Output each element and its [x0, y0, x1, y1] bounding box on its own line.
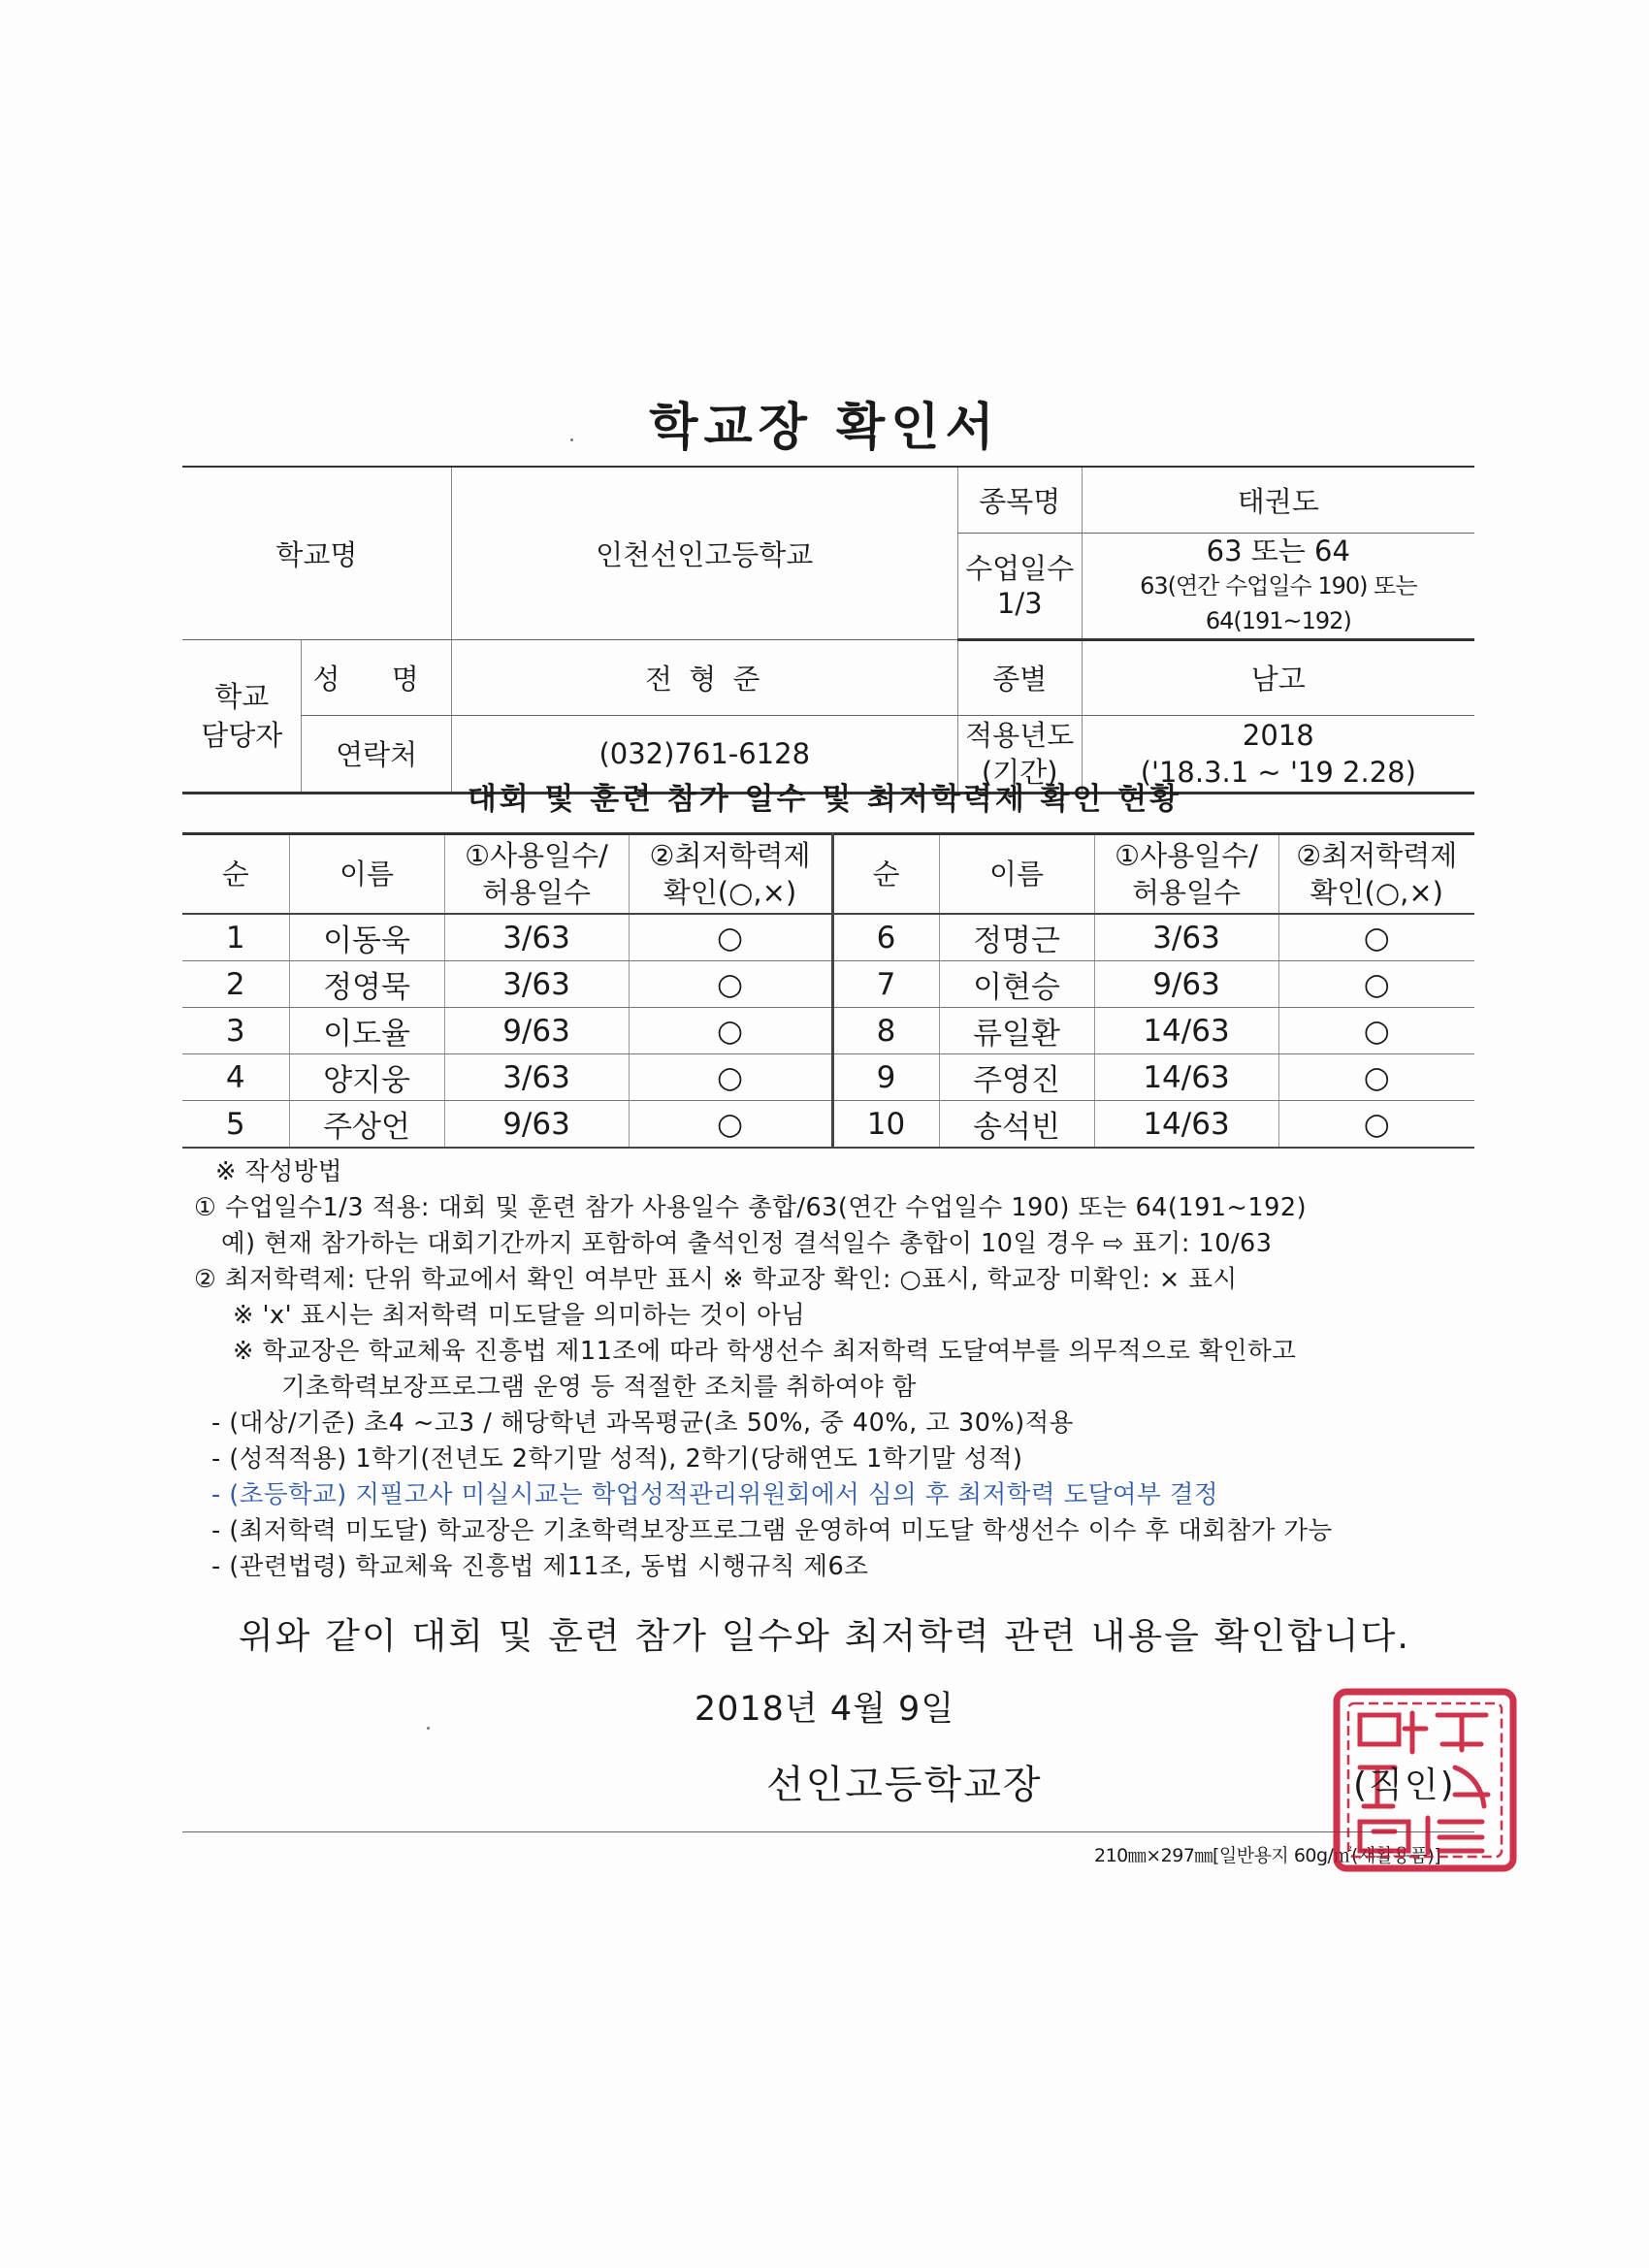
- header-check-right-line1: ②최저학력제: [1296, 839, 1458, 872]
- roster-table: [182, 832, 1474, 1149]
- row-days: 9/63: [444, 1008, 629, 1054]
- table-row: [182, 961, 1474, 1008]
- table-row: [182, 1054, 1474, 1101]
- row-name: 이동욱: [289, 914, 444, 961]
- header-used-right-line2: 허용일수: [1131, 876, 1242, 909]
- contact-label: 연락처: [302, 715, 451, 793]
- header-name-right: 이름: [939, 834, 1094, 915]
- year-label-line2: (기간): [981, 755, 1058, 789]
- note-dash-3: - (초등학교) 지필고사 미실시교는 학업성적관리위원회에서 심의 후 최저학력 도달여부 결정: [211, 1480, 1218, 1509]
- footer-divider: [182, 1831, 1474, 1832]
- row-days: 14/63: [1094, 1101, 1278, 1149]
- row-no: 6: [832, 914, 939, 961]
- row-no: 10: [832, 1101, 939, 1149]
- note-1-example: 예) 현재 참가하는 대회기간까지 포함하여 출석인정 결석일수 총합이 10일 경우 ⇨ 표기: 10/63: [221, 1229, 1273, 1258]
- row-no: 5: [225, 1106, 245, 1142]
- row-check: ○: [1278, 1008, 1474, 1054]
- note-dash-5: - (관련법령) 학교체육 진흥법 제11조, 동법 시행규칙 제6조: [211, 1552, 869, 1581]
- year-label-line1: 적용년도: [965, 718, 1075, 752]
- header-check: [629, 834, 832, 915]
- row-check: ○: [629, 914, 832, 961]
- header-check-line1: ②최저학력제: [649, 839, 811, 872]
- seal-label: (직인): [1353, 1766, 1456, 1805]
- header-used: [444, 834, 629, 915]
- row-no: 8: [832, 1008, 939, 1054]
- row-days: 14/63: [1094, 1008, 1278, 1054]
- row-no: 9: [832, 1054, 939, 1101]
- sport-label: 종목명: [957, 467, 1082, 533]
- row-check: ○: [629, 1101, 832, 1149]
- section-title: 대회 및 훈련 참가 일수 및 최저학력제 확인 현황: [467, 782, 1182, 817]
- roster-header-row: [182, 834, 1474, 915]
- header-used-line1: ①사용일수/: [465, 839, 608, 872]
- scan-speck: [427, 1727, 430, 1730]
- document-title: 학교장 확인서: [649, 399, 1000, 457]
- header-no: 순: [182, 834, 289, 915]
- note-dash-1: - (대상/기준) 초4 ~고3 / 해당학년 과목평균(초 50%, 중 40%, 고 30%)적용: [211, 1409, 1074, 1438]
- row-days: 9/63: [1094, 961, 1278, 1008]
- note-dash-2: - (성적적용) 1학기(전년도 2학기말 성적), 2학기(당해연도 1학기말 성적): [211, 1444, 1023, 1474]
- header-no-right: 순: [832, 834, 939, 915]
- row-check: ○: [629, 961, 832, 1008]
- row-no: 1: [182, 914, 289, 961]
- row-name: 이도율: [289, 1008, 444, 1054]
- row-name: 정영묵: [289, 961, 444, 1008]
- row-check: ○: [1278, 1054, 1474, 1101]
- manager-label-line1: 학교: [214, 679, 270, 713]
- row-check: ○: [1278, 961, 1474, 1008]
- row-name: 양지웅: [289, 1054, 444, 1101]
- note-dash-4: - (최저학력 미도달) 학교장은 기초학력보장프로그램 운영하여 미도달 학생선수 이수 후 대회참가 가능: [211, 1516, 1333, 1545]
- gender-label: 종별: [957, 639, 1082, 715]
- school-label: 학교명: [182, 467, 451, 639]
- header-used-line2: 허용일수: [481, 876, 592, 909]
- note-2-b: ※ 학교장은 학교체육 진흥법 제11조에 따라 학생선수 최저학력 도달여부를 의무적으로 확인하고: [233, 1337, 1297, 1366]
- instructions: [194, 1154, 1474, 1585]
- note-1: ① 수업일수1/3 적용: 대회 및 훈련 참가 사용일수 총합/63(연간 수업일수 190) 또는 64(191~192): [194, 1193, 1308, 1222]
- row-name: 주상언: [289, 1101, 444, 1149]
- info-table: [182, 466, 1474, 794]
- scan-speck: [570, 438, 573, 441]
- row-check: ○: [1278, 1101, 1474, 1149]
- gender-value: 남고: [1082, 639, 1474, 715]
- header-name: 이름: [289, 834, 444, 915]
- row-name: 이현승: [939, 961, 1094, 1008]
- table-row: [182, 914, 1474, 961]
- header-check-right: [1278, 834, 1474, 915]
- row-check: ○: [1278, 914, 1474, 961]
- sport-value: 태권도: [1082, 467, 1474, 533]
- year-value-line1: 2018: [1242, 718, 1314, 752]
- note-2: ② 최저학력제: 단위 학교에서 확인 여부만 표시 ※ 학교장 확인: ○표시, 학교장 미확인: × 표시: [194, 1265, 1238, 1294]
- row-days: 3/63: [1094, 914, 1278, 961]
- days-label: [957, 533, 1082, 639]
- days-value-line1: 63 또는 64: [1206, 534, 1350, 567]
- days-value-line2: 63(연간 수업일수 190) 또는 64(191~192): [1140, 571, 1417, 634]
- row-name: 류일환: [939, 1008, 1094, 1054]
- row-name: 송석빈: [939, 1101, 1094, 1149]
- notes-heading: ※ 작성방법: [215, 1157, 343, 1186]
- header-check-line2: 확인(○,×): [663, 876, 797, 909]
- name-value: 전 형 준: [451, 639, 957, 715]
- document-date: 2018년 4월 9일: [694, 1690, 955, 1729]
- row-no: 4: [182, 1054, 289, 1101]
- days-label-line2: 1/3: [996, 586, 1043, 620]
- paper-spec: 210㎜×297㎜[일반용지 60g/㎡(재활용품)]: [1094, 1845, 1441, 1866]
- header-used-right: [1094, 834, 1278, 915]
- manager-label: [182, 639, 302, 793]
- row-days: 3/63: [444, 961, 629, 1008]
- row-name: 정명근: [939, 914, 1094, 961]
- table-row: [182, 1008, 1474, 1054]
- row-days: 14/63: [1094, 1054, 1278, 1101]
- days-label-line1: 수업일수: [965, 551, 1075, 585]
- row-no: 2: [182, 961, 289, 1008]
- name-label: 성 명: [302, 639, 451, 715]
- row-check: ○: [629, 1054, 832, 1101]
- manager-label-line2: 담당자: [201, 718, 283, 752]
- row-days: 9/63: [444, 1101, 629, 1149]
- note-2-b-cont: 기초학력보장프로그램 운영 등 적절한 조치를 취하여야 함: [281, 1373, 917, 1402]
- row-check: ○: [629, 1008, 832, 1054]
- year-value-line2: ('18.3.1 ~ '19 2.28): [1140, 755, 1416, 789]
- row-name: 주영진: [939, 1054, 1094, 1101]
- contact-value: (032)761-6128: [451, 715, 957, 793]
- confirmation-statement: 위와 같이 대회 및 훈련 참가 일수와 최저학력 관련 내용을 확인합니다.: [238, 1615, 1411, 1657]
- row-days: 3/63: [444, 1054, 629, 1101]
- row-no: 7: [832, 961, 939, 1008]
- header-check-right-line2: 확인(○,×): [1310, 876, 1443, 909]
- table-row: [182, 1101, 1474, 1149]
- row-days: 3/63: [444, 914, 629, 961]
- principal-signature: 선인고등학교장: [766, 1763, 1043, 1807]
- days-value: [1082, 533, 1474, 639]
- note-2-a: ※ 'x' 표시는 최저학력 미도달을 의미하는 것이 아님: [233, 1301, 806, 1330]
- school-value: 인천선인고등학교: [451, 467, 957, 639]
- row-no: 3: [182, 1008, 289, 1054]
- header-used-right-line1: ①사용일수/: [1115, 839, 1258, 872]
